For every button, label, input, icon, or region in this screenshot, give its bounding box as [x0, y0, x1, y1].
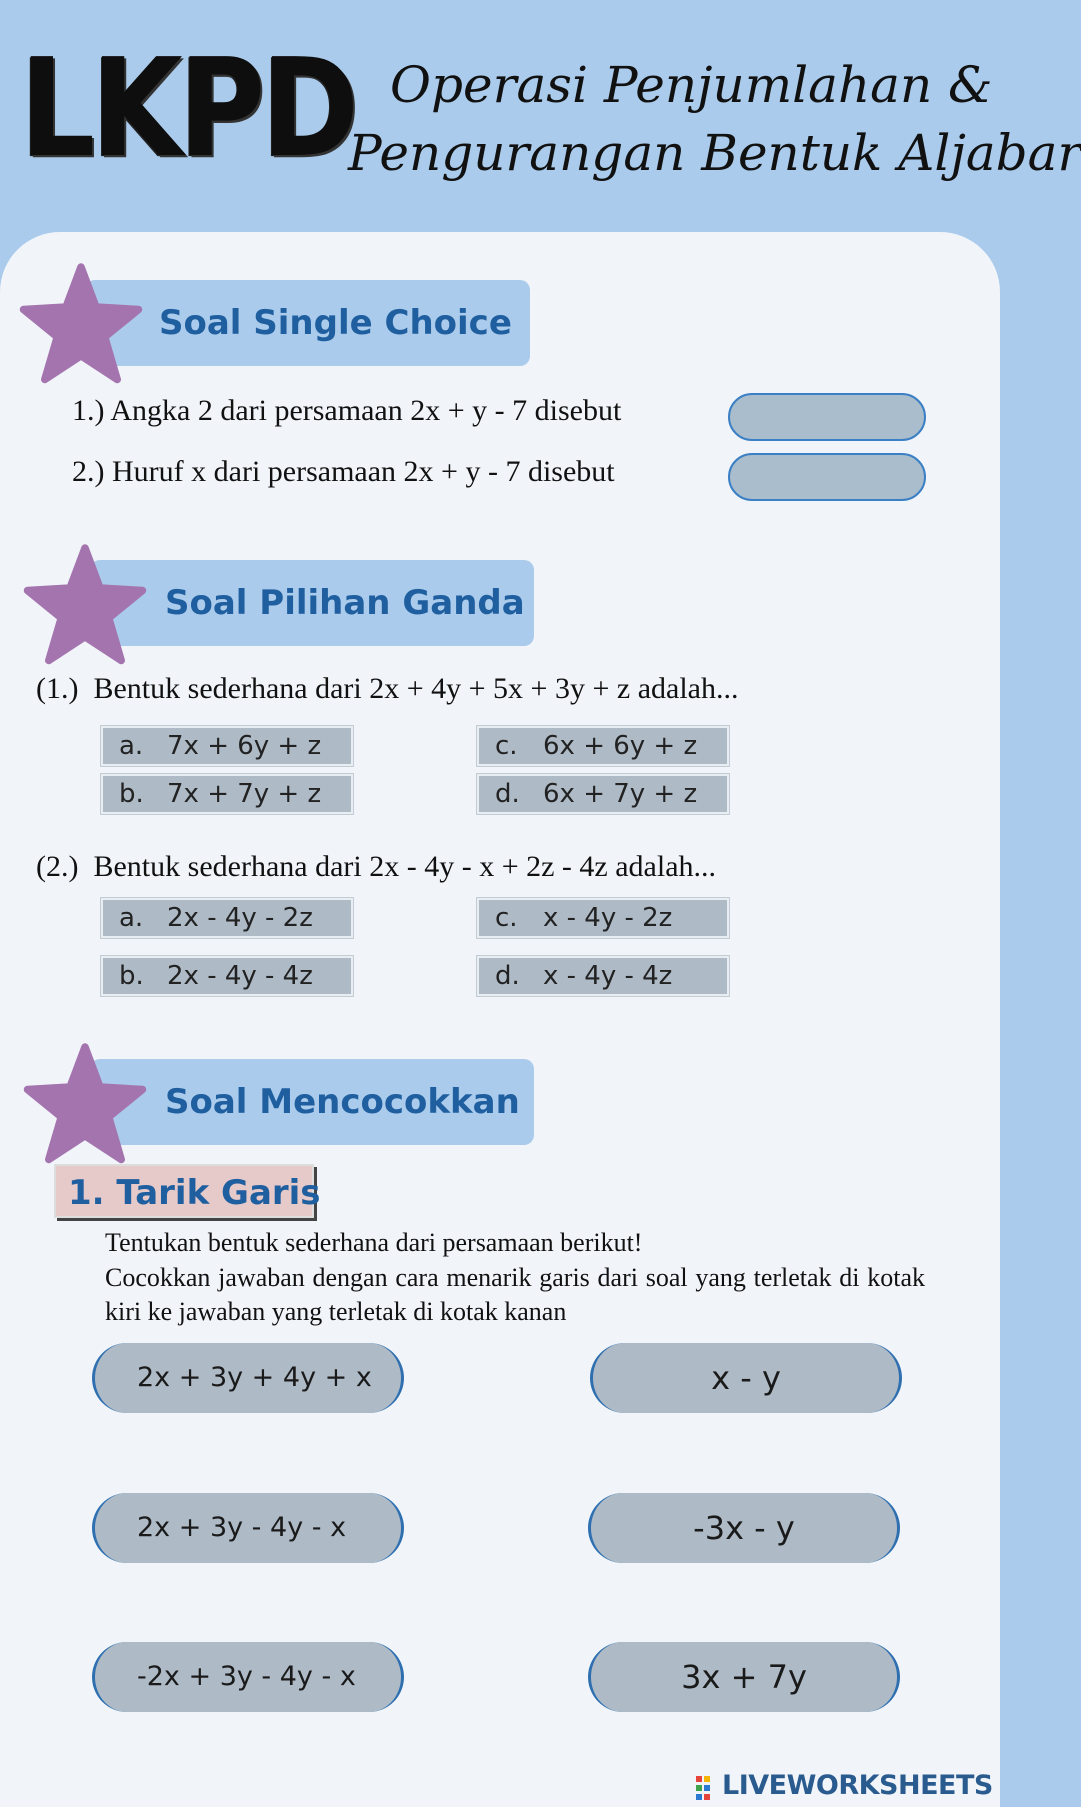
match-left-item-2[interactable]: 2x + 3y - 4y - x: [92, 1493, 404, 1563]
mc2-option-b[interactable]: [101, 956, 353, 996]
question-number: (2.): [36, 850, 79, 883]
option-text: x - 4y - 2z: [543, 903, 673, 933]
match-right-item-1[interactable]: x - y: [590, 1343, 902, 1413]
option-letter: d.: [495, 961, 520, 991]
option-letter: d.: [495, 779, 520, 809]
page-title-line1: Operasi Penjumlahan &: [390, 56, 993, 114]
option-letter: a.: [119, 903, 144, 933]
mc1-option-b[interactable]: [101, 774, 353, 814]
mc2-option-c[interactable]: [477, 898, 729, 938]
match-right-item-2[interactable]: -3x - y: [588, 1493, 900, 1563]
matching-instruction-1: Tentukan bentuk sederhana dari persamaan berikut!: [105, 1228, 643, 1257]
section-title: Soal Pilihan Ganda: [165, 583, 525, 623]
question-text: Bentuk sederhana dari 2x + 4y + 5x + 3y + z adalah...: [93, 672, 739, 705]
option-text: 2x - 4y - 2z: [167, 903, 313, 933]
mc-question-2: [36, 850, 716, 884]
single-choice-question-1: 1.) Angka 2 dari persamaan 2x + y - 7 disebut: [72, 394, 622, 427]
mc1-option-d[interactable]: [477, 774, 729, 814]
option-text: 2x - 4y - 4z: [167, 961, 313, 991]
option-text: x - 4y - 4z: [543, 961, 673, 991]
section-title: Soal Single Choice: [159, 303, 512, 343]
mc2-option-a[interactable]: [101, 898, 353, 938]
section-banner-single-choice: [85, 280, 530, 366]
option-text: 6x + 6y + z: [543, 731, 698, 761]
option-letter: a.: [119, 731, 144, 761]
section-title: Soal Mencocokkan: [165, 1082, 520, 1122]
mc1-option-a[interactable]: [101, 726, 353, 766]
match-left-item-3[interactable]: -2x + 3y - 4y - x: [92, 1642, 404, 1712]
matching-subtitle: 1. Tarik Garis: [54, 1164, 314, 1218]
section-banner-multiple-choice: [90, 560, 534, 646]
option-letter: c.: [495, 731, 518, 761]
question-text: Bentuk sederhana dari 2x - 4y - x + 2z - 4z adalah...: [93, 850, 717, 883]
answer-input-2[interactable]: [728, 453, 926, 501]
star-icon: [20, 1042, 150, 1167]
matching-instruction-2: Cocokkan jawaban dengan cara menarik garis dari soal yang terletak di kotak kiri ke jawaban yang terletak di kotak kanan: [105, 1263, 925, 1326]
match-right-item-3[interactable]: 3x + 7y: [588, 1642, 900, 1712]
star-icon: [16, 262, 146, 387]
option-text: 7x + 7y + z: [167, 779, 322, 809]
liveworksheets-logo-icon: [696, 1776, 718, 1800]
question-number: (1.): [36, 672, 79, 705]
option-text: 6x + 7y + z: [543, 779, 698, 809]
mc1-option-c[interactable]: [477, 726, 729, 766]
liveworksheets-brand[interactable]: LIVEWORKSHEETS: [722, 1770, 993, 1801]
star-icon: [20, 543, 150, 668]
mc2-option-d[interactable]: [477, 956, 729, 996]
single-choice-question-2: 2.) Huruf x dari persamaan 2x + y - 7 disebut: [72, 455, 615, 488]
option-letter: c.: [495, 903, 518, 933]
lkpd-logo: LKPD: [20, 28, 356, 188]
mc-question-1: [36, 672, 738, 706]
match-left-item-1[interactable]: 2x + 3y + 4y + x: [92, 1343, 404, 1413]
page-title-line2: Pengurangan Bentuk Aljabar: [348, 124, 1081, 182]
option-text: 7x + 6y + z: [167, 731, 322, 761]
section-banner-matching: [90, 1059, 534, 1145]
option-letter: b.: [119, 961, 144, 991]
option-letter: b.: [119, 779, 144, 809]
answer-input-1[interactable]: [728, 393, 926, 441]
